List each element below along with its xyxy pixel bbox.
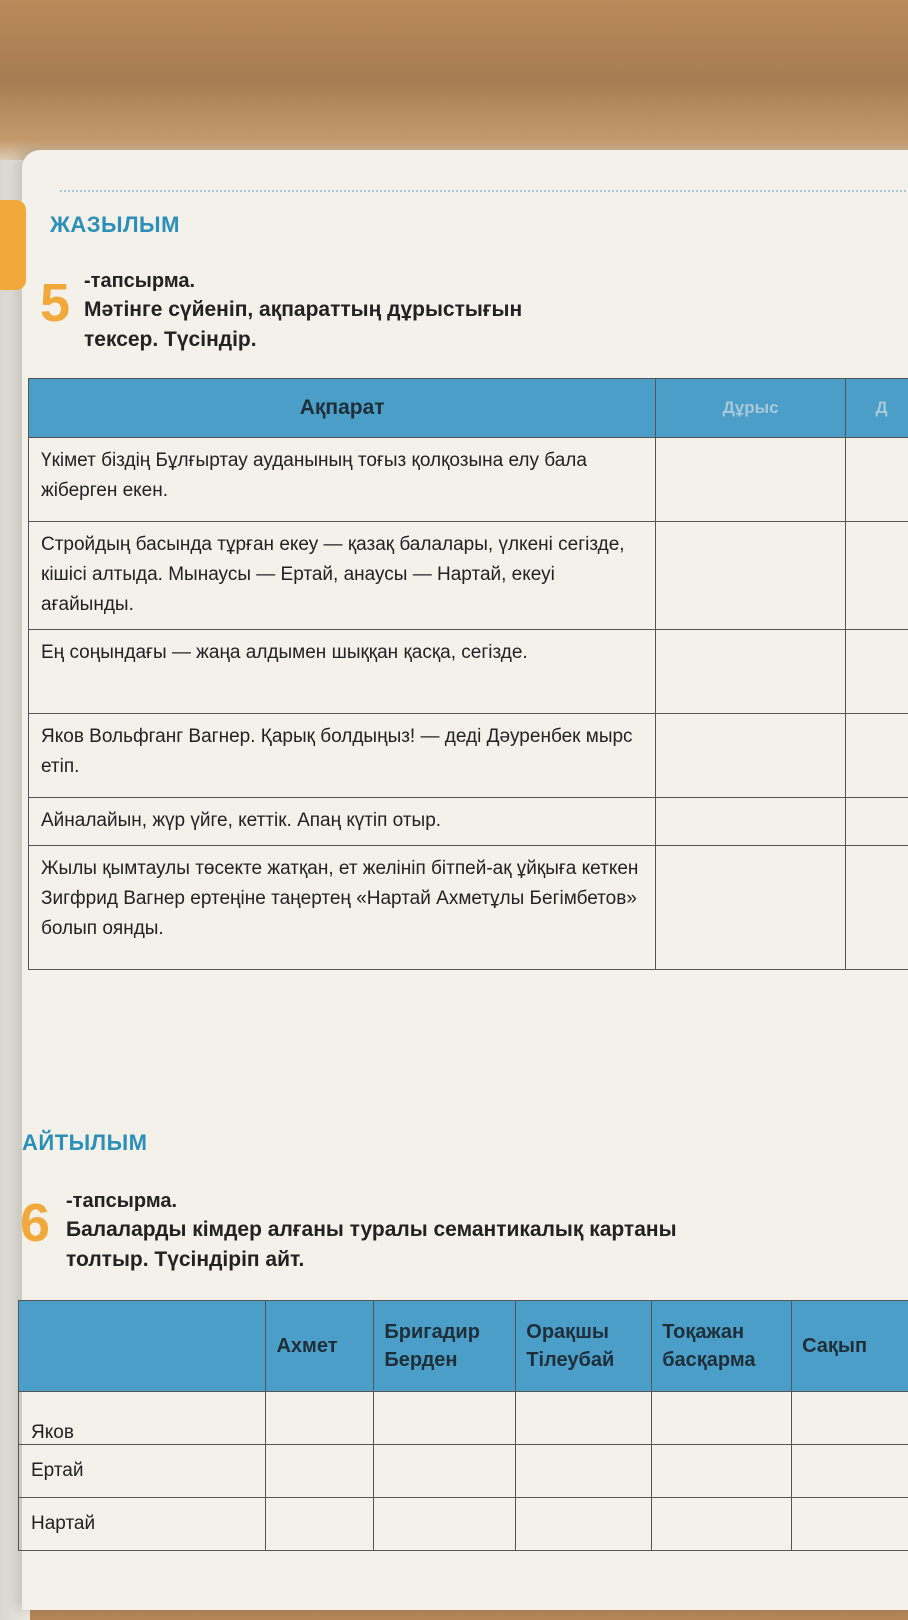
table-row xyxy=(29,630,908,714)
child-name-cell: Ертай xyxy=(19,1445,266,1498)
map-cell[interactable] xyxy=(516,1498,652,1551)
dotted-divider xyxy=(60,190,908,192)
map-cell[interactable] xyxy=(516,1445,652,1498)
header-akhmet: Ахмет xyxy=(266,1301,374,1392)
table-header-row xyxy=(19,1301,908,1392)
info-check-table xyxy=(28,378,908,970)
info-cell: Үкімет біздің Бұлғыртау ауданының тоғыз қолқозына елу бала жіберген екен. xyxy=(29,438,656,522)
table-row xyxy=(19,1498,908,1551)
incorrect-cell[interactable] xyxy=(846,798,908,846)
incorrect-cell[interactable] xyxy=(846,846,908,970)
table-row xyxy=(19,1392,908,1445)
correct-cell[interactable] xyxy=(656,522,846,630)
info-cell: Яков Вольфганг Вагнер. Қарық болдыңыз! — деді Дәуренбек мырс етіп. xyxy=(29,714,656,798)
correct-cell[interactable] xyxy=(656,798,846,846)
task-text-6-line2: толтыр. Түсіндіріп айт. xyxy=(66,1245,677,1275)
task-text-5 xyxy=(84,295,522,355)
header-tokazhan: Тоқажан басқарма xyxy=(652,1301,792,1392)
incorrect-cell[interactable] xyxy=(846,630,908,714)
map-cell[interactable] xyxy=(652,1498,792,1551)
map-cell[interactable] xyxy=(266,1445,374,1498)
semantic-map-table xyxy=(18,1300,908,1551)
task-number-6: 6 xyxy=(20,1192,50,1254)
map-cell[interactable] xyxy=(374,1392,516,1445)
header-tileubai: Орақшы Тілеубай xyxy=(516,1301,652,1392)
header-berden: Бригадир Берден xyxy=(374,1301,516,1392)
incorrect-cell[interactable] xyxy=(846,714,908,798)
map-cell[interactable] xyxy=(266,1392,374,1445)
map-cell[interactable] xyxy=(792,1392,908,1445)
correct-cell[interactable] xyxy=(656,714,846,798)
task-text-5-line2: тексер. Түсіндір. xyxy=(84,325,522,355)
table-row xyxy=(19,1445,908,1498)
map-cell[interactable] xyxy=(374,1445,516,1498)
header-correct: Дұрыс xyxy=(656,379,846,438)
info-cell: Стройдың басында тұрған екеу — қазақ балалары, үлкені сегізде, кішісі алтыда. Мынаусы — Ертай, анаусы — Нартай, екеуі ағайынды. xyxy=(29,522,656,630)
correct-cell[interactable] xyxy=(656,846,846,970)
section-heading-speaking: АЙТЫЛЫМ xyxy=(22,1130,147,1156)
table-row xyxy=(29,846,908,970)
map-cell[interactable] xyxy=(792,1445,908,1498)
map-cell[interactable] xyxy=(652,1445,792,1498)
info-cell: Ең соңындағы — жаңа алдымен шыққан қасқа, сегізде. xyxy=(29,630,656,714)
table-row xyxy=(29,438,908,522)
header-empty xyxy=(19,1301,266,1392)
map-cell[interactable] xyxy=(792,1498,908,1551)
section-heading-writing: ЖАЗЫЛЫМ xyxy=(50,212,180,238)
table-row xyxy=(29,522,908,630)
map-cell[interactable] xyxy=(516,1392,652,1445)
table-header-row xyxy=(29,379,908,438)
task-text-5-line1: Мәтінге сүйеніп, ақпараттың дұрыстығын xyxy=(84,295,522,325)
task-text-6 xyxy=(66,1215,677,1275)
header-info: Ақпарат xyxy=(29,379,656,438)
incorrect-cell[interactable] xyxy=(846,522,908,630)
info-cell: Айналайын, жүр үйге, кеттік. Апаң күтіп отыр. xyxy=(29,798,656,846)
orange-side-tab xyxy=(0,200,26,290)
table-row xyxy=(29,714,908,798)
child-name-cell: Нартай xyxy=(19,1498,266,1551)
table-row xyxy=(29,798,908,846)
map-cell[interactable] xyxy=(374,1498,516,1551)
correct-cell[interactable] xyxy=(656,630,846,714)
map-cell[interactable] xyxy=(266,1498,374,1551)
info-cell: Жылы қымтаулы төсекте жатқан, ет желініп бітпей-ақ ұйқыға кеткен Зигфрид Вагнер ертеңіне таңертең «Нартай Ахметұлы Бегімбетов» болып оянды. xyxy=(29,846,656,970)
task-number-5: 5 xyxy=(40,272,70,334)
task-label-6: -тапсырма. xyxy=(66,1190,177,1213)
header-incorrect: Д xyxy=(846,379,908,438)
correct-cell[interactable] xyxy=(656,438,846,522)
task-text-6-line1: Балаларды кімдер алғаны туралы семантикалық картаны xyxy=(66,1215,677,1245)
incorrect-cell[interactable] xyxy=(846,438,908,522)
header-sakyp: Сақып xyxy=(792,1301,908,1392)
map-cell[interactable] xyxy=(652,1392,792,1445)
child-name-cell: Яков xyxy=(19,1392,266,1445)
task-label-5: -тапсырма. xyxy=(84,270,195,293)
